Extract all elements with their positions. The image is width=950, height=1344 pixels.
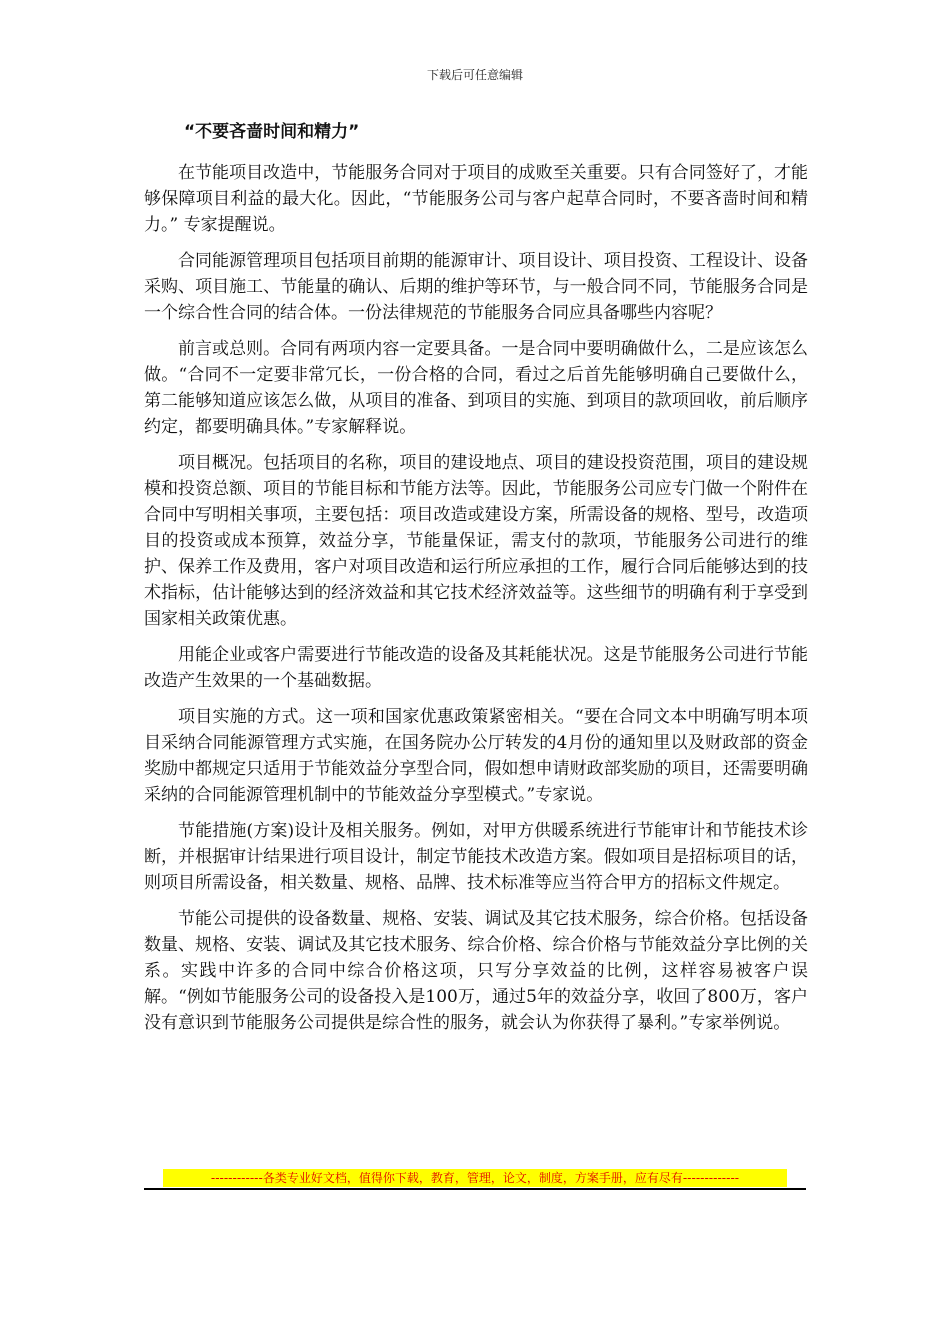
footer-banner: ------------各类专业好文档，值得你下载，教育，管理，论文，制度，方案手册，应有尽有------------- — [163, 1169, 787, 1187]
paragraph: 节能公司提供的设备数量、规格、安装、调试及其它技术服务，综合价格。包括设备数量、规格、安装、调试及其它技术服务、综合价格、综合价格与节能效益分享比例的关系。实践中许多的合同中综合价格这项，只写分享效益的比例，这样容易被客户误解。“例如节能服务公司的设备投入是100万，通过5年的效益分享，收回了800万，客户没有意识到节能服务公司提供是综合性的服务，就会认为你获得了暴利。”专家举例说。 — [144, 909, 808, 1033]
paragraph: 项目概况。包括项目的名称，项目的建设地点、项目的建设投资范围，项目的建设规模和投资总额、项目的节能目标和节能方法等。因此，节能服务公司应专门做一个附件在合同中写明相关事项，主要包括：项目改造或建设方案，所需设备的规格、型号，改造项目的投资或成本预算，效益分享，节能量保证，需支付的款项，节能服务公司进行的维护、保养工作及费用，客户对项目改造和运行所应承担的工作，履行合同后能够达到的技术指标，估计能够达到的经济效益和其它技术经济效益等。这些细节的明确有利于享受到国家相关政策优惠。 — [144, 453, 808, 629]
page-header: 下载后可任意编辑 — [426, 68, 523, 82]
paragraph: 合同能源管理项目包括项目前期的能源审计、项目设计、项目投资、工程设计、设备采购、项目施工、节能量的确认、后期的维护等环节，与一般合同不同，节能服务合同是一个综合性合同的结合体。一份法律规范的节能服务合同应具备哪些内容呢？ — [144, 251, 808, 323]
footer-divider — [144, 1188, 806, 1190]
paragraph: 用能企业或客户需要进行节能改造的设备及其耗能状况。这是节能服务公司进行节能改造产生效果的一个基础数据。 — [144, 645, 808, 691]
paragraph: 节能措施(方案)设计及相关服务。例如，对甲方供暖系统进行节能审计和节能技术诊断，并根据审计结果进行项目设计，制定节能技术改造方案。假如项目是招标项目的话，则项目所需设备，相关数量、规格、品牌、技术标准等应当符合甲方的招标文件规定。 — [144, 821, 808, 893]
article-body — [144, 118, 808, 1046]
article-title: “不要吝啬时间和精力” — [184, 122, 360, 142]
paragraph: 前言或总则。合同有两项内容一定要具备。一是合同中要明确做什么，二是应该怎么做。“合同不一定要非常冗长，一份合格的合同，看过之后首先能够明确自己要做什么，第二能够知道应该怎么做，从项目的准备、到项目的实施、到项目的款项回收，前后顺序约定，都要明确具体。”专家解释说。 — [144, 339, 808, 437]
paragraph: 项目实施的方式。这一项和国家优惠政策紧密相关。“要在合同文本中明确写明本项目采纳合同能源管理方式实施，在国务院办公厅转发的4月份的通知里以及财政部的资金奖励中都规定只适用于节能效益分享型合同，假如想申请财政部奖励的项目，还需要明确采纳的合同能源管理机制中的节能效益分享型模式。”专家说。 — [144, 707, 808, 805]
paragraph: 在节能项目改造中，节能服务合同对于项目的成败至关重要。只有合同签好了，才能够保障项目利益的最大化。因此，“节能服务公司与客户起草合同时，不要吝啬时间和精力。” 专家提醒说。 — [144, 163, 808, 235]
